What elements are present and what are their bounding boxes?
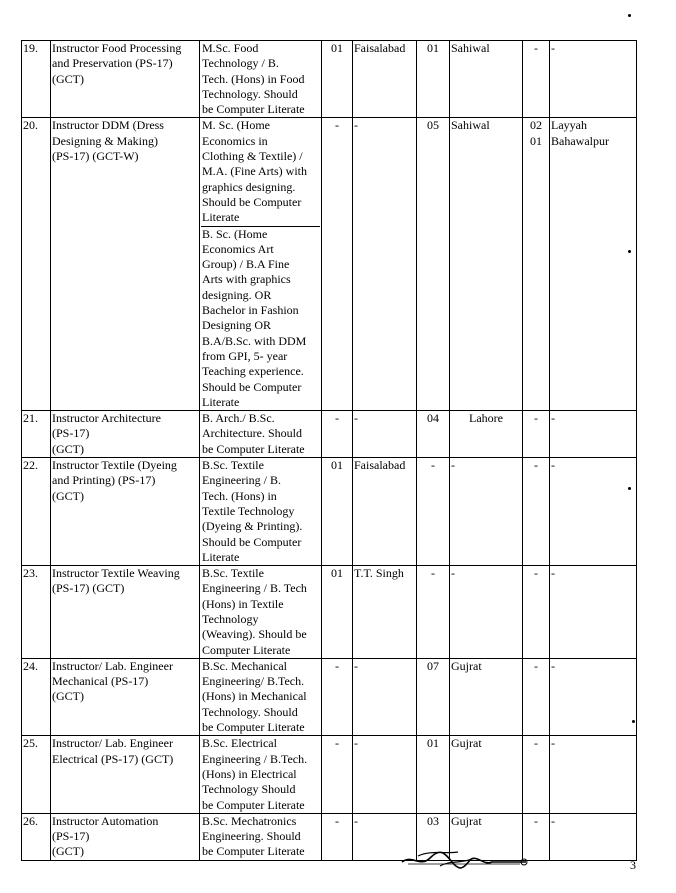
text-line: Literate [202,394,240,409]
quota-1-district-cell: Faisalabad [353,41,417,118]
text-line: Should be Computer [202,534,302,549]
text-line: B.A/B.Sc. with DDM [202,333,307,348]
text-line: be Computer Literate [202,720,305,735]
quota-3-number-cell [523,118,550,411]
posts-table [21,40,637,861]
text-line: (GCT) [52,689,84,704]
quota-1-number-cell: 01 [322,458,353,566]
quota-3-number-cell: - [523,411,550,458]
text-line: Literate [202,549,240,564]
text-line: Architecture. Should [202,426,302,441]
quota-3-number-cell: - [523,566,550,659]
text-line: B. Sc. (Home [202,226,268,241]
quota-1-district-cell: Faisalabad [353,458,417,566]
serial-number-cell: 20. [22,118,51,411]
text-line: Engineering / B. [202,473,281,488]
serial-number-cell: 19. [22,41,51,118]
table-row [22,658,637,735]
quota-2-district-cell: Gujrat [450,813,523,860]
text-line: Technology. Should [202,704,298,719]
scan-speck [628,487,631,490]
qualification-block [201,458,320,565]
table-row [22,566,637,659]
quota-2-district-cell: Gujrat [450,658,523,735]
text-line: 01 [530,133,542,148]
table-row [22,458,637,566]
text-line: (GCT) [52,71,84,86]
table-row [22,411,637,458]
qualification-block [201,41,320,117]
qualification-block [201,566,320,658]
text-line: graphics designing. [202,179,296,194]
quota-2-district-cell: Sahiwal [450,118,523,411]
text-line: Instructor Textile Weaving [52,566,180,581]
quota-3-district-cell [550,118,637,411]
text-line: Instructor DDM (Dress [52,118,164,133]
quota-3-number-cell: - [523,658,550,735]
quota-3-district-cell: - [550,658,637,735]
text-line: B.Sc. Textile [202,566,264,581]
quota-3-district-cell: - [550,736,637,813]
quota-1-district-cell: - [353,813,417,860]
text-line: be Computer Literate [202,797,305,812]
quota-2-number-cell: 01 [417,736,450,813]
quota-1-district-cell: - [353,411,417,458]
text-line: Engineering. Should [202,829,301,844]
scan-speck [628,14,631,17]
scan-speck [628,250,631,253]
quota-2-number-cell: 01 [417,41,450,118]
text-line: Technology Should [202,782,296,797]
quota-2-district-cell: Gujrat [450,736,523,813]
serial-number-cell: 21. [22,411,51,458]
quota-1-number-cell: - [322,658,353,735]
table-row [22,41,637,118]
quota-1-number-cell: - [322,813,353,860]
table-row [22,813,637,860]
text-line: Instructor/ Lab. Engineer [52,658,173,673]
qualification-block [201,226,320,411]
post-name-cell [51,813,200,860]
qualification-cell [200,41,322,118]
text-line: (PS-17) (GCT-W) [52,149,139,164]
qualification-cell [200,458,322,566]
text-line: (PS-17) [52,829,90,844]
text-line: Literate [202,210,240,225]
qualification-block [201,411,320,457]
text-line: Teaching experience. [202,364,304,379]
text-line: Economics Art [202,241,274,256]
text-line: Instructor Architecture [52,411,161,426]
post-name-cell [51,658,200,735]
post-name-cell [51,411,200,458]
text-line: (Hons) in Electrical [202,766,297,781]
quota-1-number-cell: 01 [322,41,353,118]
qualification-cell [200,411,322,458]
qualification-block [201,814,320,860]
text-line: B.Sc. Mechanical [202,658,287,673]
text-line: Technology. Should [202,86,298,101]
text-line: B. Arch./ B.Sc. [202,411,275,426]
text-line: Designing OR [202,318,271,333]
text-line: (PS-17) [52,426,90,441]
text-line: M. Sc. (Home [202,118,270,133]
serial-number-cell: 25. [22,736,51,813]
text-line: Should be Computer [202,194,302,209]
table-row [22,736,637,813]
text-line: Textile Technology [202,503,295,518]
text-line: be Computer Literate [202,102,305,117]
text-line: be Computer Literate [202,441,305,456]
text-line: (Dyeing & Printing). [202,519,303,534]
text-line: Layyah [551,118,587,133]
text-line: (GCT) [52,441,84,456]
text-line: (Hons) in Textile [202,596,284,611]
quota-3-district-cell: - [550,813,637,860]
text-line: Clothing & Textile) / [202,149,303,164]
post-name-cell [51,118,200,411]
text-line: Electrical (PS-17) (GCT) [52,751,174,766]
quota-1-number-cell: - [322,118,353,411]
quota-1-district-cell: - [353,736,417,813]
quota-2-number-cell: 07 [417,658,450,735]
quota-2-number-cell: - [417,458,450,566]
qualification-block [201,118,320,225]
quota-2-district-cell: Sahiwal [450,41,523,118]
qualification-block [201,736,320,812]
post-name-cell [51,458,200,566]
text-line: B.Sc. Electrical [202,736,277,751]
text-line: Group) / B.A Fine [202,257,290,272]
quota-3-number-cell: - [523,813,550,860]
quota-3-district-cell: - [550,41,637,118]
text-line: (Hons) in Mechanical [202,689,307,704]
text-line: Engineering/ B.Tech. [202,674,305,689]
serial-number-cell: 23. [22,566,51,659]
quota-3-number-cell: - [523,41,550,118]
quota-1-district-cell: - [353,118,417,411]
text-line: Economics in [202,133,268,148]
text-line: and Preservation (PS-17) [52,56,173,71]
quota-2-number-cell: - [417,566,450,659]
scan-speck [632,720,635,723]
text-line: Instructor Food Processing [52,41,182,55]
table-row [22,118,637,411]
text-line: Instructor Textile (Dyeing [52,458,177,473]
quota-2-district-cell: Lahore [450,411,523,458]
table-body [22,41,637,861]
text-line: Tech. (Hons) in Food [202,71,305,86]
text-line: 02 [530,118,542,133]
text-line: designing. OR [202,287,272,302]
text-line: (GCT) [52,844,84,859]
text-line: (PS-17) (GCT) [52,581,125,596]
text-line: Engineering / B. Tech [202,581,307,596]
text-line: Should be Computer [202,379,302,394]
quota-2-number-cell: 03 [417,813,450,860]
qualification-block [201,659,320,735]
quota-3-district-cell: - [550,458,637,566]
post-name-cell [51,566,200,659]
quota-1-number-cell: - [322,736,353,813]
text-line: Tech. (Hons) in [202,488,277,503]
text-line: and Printing) (PS-17) [52,473,156,488]
quota-1-district-cell: T.T. Singh [353,566,417,659]
quota-2-district-cell: - [450,458,523,566]
text-line: Instructor Automation [52,813,159,828]
quota-1-number-cell: - [322,411,353,458]
quota-2-number-cell: 04 [417,411,450,458]
serial-number-cell: 22. [22,458,51,566]
text-line: M.A. (Fine Arts) with [202,164,307,179]
quota-2-district-cell: - [450,566,523,659]
qualification-cell [200,658,322,735]
text-line: B.Sc. Mechatronics [202,813,297,828]
text-line: from GPI, 5- year [202,348,288,363]
text-line: Bahawalpur [551,133,609,148]
qualification-cell [200,813,322,860]
text-line: Computer Literate [202,642,291,657]
post-name-cell [51,41,200,118]
text-line: B.Sc. Textile [202,458,264,473]
quota-3-number-cell: - [523,458,550,566]
qualification-cell [200,118,322,411]
text-line: Bachelor in Fashion [202,303,299,318]
text-line: be Computer Literate [202,844,305,859]
qualification-cell [200,566,322,659]
text-line: Technology [202,611,259,626]
serial-number-cell: 24. [22,658,51,735]
quota-3-district-cell: - [550,566,637,659]
quota-1-district-cell: - [353,658,417,735]
text-line: Engineering / B.Tech. [202,751,308,766]
text-line: M.Sc. Food [202,41,259,55]
text-line: (Weaving). Should be [202,627,307,642]
quota-3-district-cell: - [550,411,637,458]
text-line: Designing & Making) [52,133,158,148]
signature [400,848,530,870]
quota-1-number-cell: 01 [322,566,353,659]
text-line: Instructor/ Lab. Engineer [52,736,173,751]
text-line: Arts with graphics [202,272,291,287]
page-number: 3 [630,858,636,872]
quota-3-number-cell: - [523,736,550,813]
text-line: (GCT) [52,488,84,503]
post-name-cell [51,736,200,813]
qualification-cell [200,736,322,813]
text-line: Technology / B. [202,56,279,71]
serial-number-cell: 26. [22,813,51,860]
quota-2-number-cell: 05 [417,118,450,411]
text-line: Mechanical (PS-17) [52,674,149,689]
